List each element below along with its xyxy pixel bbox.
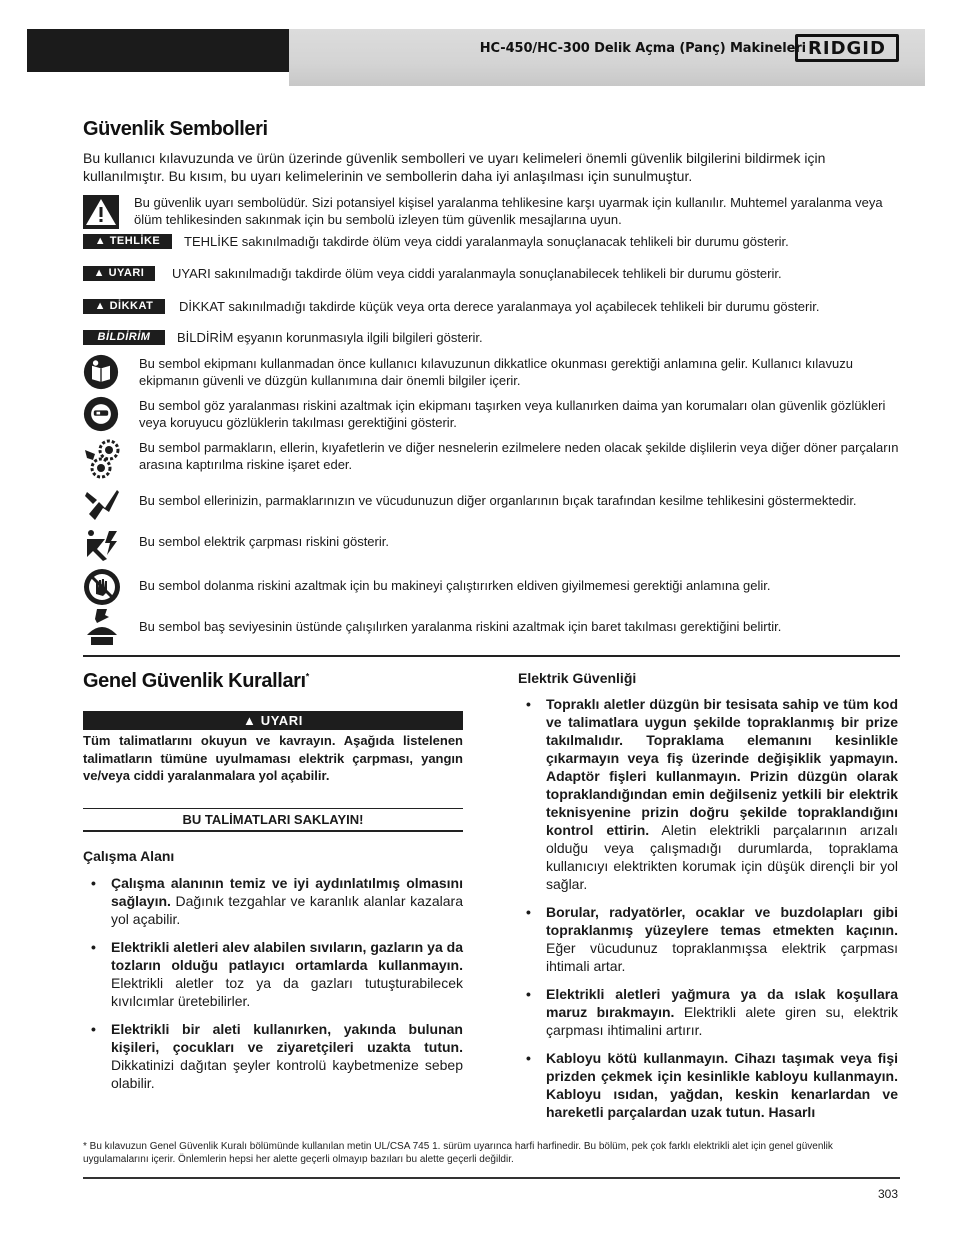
signal-word-row	[83, 329, 900, 346]
danger-badge: ▲ TEHLİKE	[83, 234, 172, 249]
notice-badge	[83, 330, 165, 345]
eye-protection-text: Bu sembol göz yaralanması riskini azaltmak için ekipmanı taşırken veya kullanırken daima yan korumaları olan güvenlik gözlükleri veya koruyucu gözlüklerin takılması gerektiğini gösterir.	[139, 398, 886, 430]
caution-label: DİKKAT	[109, 300, 154, 312]
list-item: • Elektrikli bir aleti kullanırken, yakında bulunan kişileri, çocukları ve ziyaretçileri uzakta tutun. Dikkatinizi dağıtan şeyler kontrolü kaybetmenize sebep olabilir.	[91, 1021, 463, 1091]
crush-hazard-gears-icon	[83, 438, 123, 480]
no-gloves-text: Bu sembol dolanma riskini azaltmak için bu makineyi çalıştırırken eldiven giyilmemesi gerektiği anlamına gelir.	[139, 578, 771, 593]
electrical-safety-heading: Elektrik Güvenliği	[518, 670, 637, 686]
icon-row	[83, 396, 900, 436]
warning-bar-label: UYARI	[260, 713, 303, 728]
read-manual-text: Bu sembol ekipmanı kullanmadan önce kullanıcı kılavuzunun dikkatlice okunması gerektiği anlamına gelir. Kullanıcı kılavuzu ekipmanın güvenli ve düzgün kullanımına dair önemli bilgiler içerir.	[139, 356, 853, 388]
list-item: • Çalışma alanının temiz ve iyi aydınlatılmış olmasını sağlayın. Dağınık tezgahlar ve karanlık alanlar kazalara yol açabilir.	[91, 875, 463, 927]
header-title: HC-450/HC-300 Delik Açma (Panç) Makineleri	[479, 41, 806, 56]
save-instructions-label: BU TALİMATLARI SAKLAYIN!	[182, 812, 364, 827]
work-area-heading: Çalışma Alanı	[83, 848, 175, 864]
warning-instructions: Tüm talimatlarını okuyun ve kavrayın. Aşağıda listelenen talimatların tümüne uyulmaması elektrik çarpması, yangın ve/veya ciddi yaralanmalara yol açabilir.	[83, 733, 463, 783]
electric-shock-text: Bu sembol elektrik çarpması riskini gösterir.	[139, 534, 389, 549]
list-item: • Borular, radyatörler, ocaklar ve buzdolapları gibi topraklanmış yüzeylere temas etmekten kaçının. Eğer vücudunuz topraklanmışsa elektrik çarpması ihtimali artar.	[526, 904, 898, 974]
footnote: * Bu kılavuzun Genel Güvenlik Kuralı bölümünde kullanılan metin UL/CSA 745 1. sürüm uyarınca harfi harfinedir. Bu bölüm, pek çok farklı elektrikli alet için genel güvenlik uygulamalarını içerir. Önlemlerin hepsi her alette geçerli olmayıp bazıları bu alette geçerli değildir.	[83, 1141, 833, 1165]
no-gloves-icon	[83, 568, 121, 606]
list-item: • Elektrikli aletleri yağmura ya da ıslak koşullara maruz bırakmayın. Elektrikli alete giren su, elektrik çarpması ihtimalini artırır.	[526, 986, 898, 1038]
signal-word-row	[83, 298, 900, 315]
alert-symbol-text: Bu güvenlik uyarı sembolüdür. Sizi potansiyel kişisel yaralanma tehlikesine karşı uyarmak için kullanılır. Muhtemel yaralanma veya ölüm tehlikesinden sakınmak için bu sembolü izleyen tüm güvenlik mesajlarına uyun.	[134, 195, 883, 227]
work-area-list	[83, 874, 463, 1102]
header-black-bar	[27, 29, 289, 72]
warning-text: UYARI sakınılmadığı takdirde ölüm veya ciddi yaralanmayla sonuçlanabilecek tehlikeli bir durumu gösterir.	[172, 266, 782, 281]
brand-logo: RIDGID	[795, 34, 899, 62]
cut-hazard-text: Bu sembol ellerinizin, parmaklarınızın ve vücudunuzun diğer organlarının bıçak tarafından kesilme tehlikesini göstermektedir.	[139, 493, 857, 508]
save-rule-top	[83, 808, 463, 809]
save-rule-bottom	[83, 830, 463, 832]
page-number: 303	[877, 1187, 898, 1201]
crush-hazard-text: Bu sembol parmakların, ellerin, kıyafetlerin ve diğer nesnelerin ezilmelere neden olacak şekilde dişlilerin veya diğer döner parçaların arasına kaptırılma riskine işaret eder.	[139, 440, 899, 472]
list-item: • Kabloyu kötü kullanmayın. Cihazı taşımak veya fişi prizden çekmek için kesinlikle kabloyu kullanmayın. Kabloyu ısıdan, yağdan, keskin kenarlardan ve hareketli parçalardan uzak tutun. Hasarlı	[526, 1050, 898, 1120]
danger-label: TEHLİKE	[109, 235, 161, 247]
eye-protection-icon	[83, 396, 119, 432]
notice-label: BİLDİRİM	[97, 331, 151, 343]
warning-badge: ▲ UYARI	[83, 266, 155, 281]
notice-text: BİLDİRİM eşyanın korunmasıyla ilgili bilgileri gösterir.	[177, 330, 483, 345]
general-rules-heading-text: Genel Güvenlik Kuralları	[83, 670, 306, 692]
hard-hat-icon	[83, 607, 121, 647]
list-item: • Topraklı aletler düzgün bir tesisata sahip ve tüm kod ve talimatlara uygun şekilde topraklanmış bir prize takılmalıdır. Topraklama elemanını kesinlikle çıkarmayın veya fiş üzerinde değişiklik yapmayın. Adaptör fişleri kullanmayın. Prizin düzgün olarak topraklandığından emin değilseniz yetkili bir elektrik teknisyenine prizin doğru şekilde topraklandığını kontrol ettirin. Aletin elektrikli parçalarının arızalı olduğu veya çalışmadığı durumlarda, topraklama kullanıcıyı elektrikten korumak için düşük dirençli bir yol sağlar.	[526, 696, 898, 892]
caution-badge: ▲ DİKKAT	[83, 299, 165, 314]
safety-symbols-heading: Güvenlik Sembolleri	[83, 118, 268, 140]
icon-row	[83, 438, 900, 482]
alert-triangle-icon	[83, 194, 119, 230]
icon-row	[83, 484, 900, 528]
electrical-safety-list	[518, 695, 898, 1131]
danger-text: TEHLİKE sakınılmadığı takdirde ölüm veya ciddi yaralanmayla sonuçlanacak tehlikeli bir durumu gösterir.	[184, 234, 789, 249]
signal-word-row	[83, 265, 900, 282]
alert-symbol-row	[83, 194, 900, 230]
hard-hat-text: Bu sembol baş seviyesinin üstünde çalışılırken yaralanma riskini azaltmak için baret takılması gerektiğini belirtir.	[139, 619, 782, 634]
warning-label: UYARI	[108, 267, 145, 279]
caution-text: DİKKAT sakınılmadığı takdirde küçük veya orta derece yaralanmaya yol açabilecek tehlikeli bir durumu gösterir.	[179, 299, 820, 314]
general-rules-heading	[83, 670, 309, 693]
cut-hazard-icon	[83, 484, 123, 524]
warning-bar: ▲ UYARI	[83, 711, 463, 730]
list-item: • Elektrikli aletleri alev alabilen sıvıların, gazların ya da tozların olduğu patlayıcı ortamlarda kullanmayın. Elektrikli aletler toz ya da gazları tutuşturabilecek kıvılcımlar üretebilirler.	[91, 939, 463, 1009]
icon-row	[83, 607, 900, 647]
section-divider	[83, 655, 900, 657]
general-rules-heading-mark: *	[305, 671, 309, 682]
icon-row	[83, 354, 900, 394]
electric-shock-icon	[83, 527, 123, 563]
read-manual-icon	[83, 354, 119, 390]
footer-rule	[83, 1177, 900, 1179]
icon-row	[83, 568, 900, 606]
icon-row	[83, 527, 900, 567]
signal-word-row	[83, 233, 900, 250]
safety-symbols-intro: Bu kullanıcı kılavuzunda ve ürün üzerinde güvenlik sembolleri ve uyarı kelimeleri önemli güvenlik bilgilerini bildirmek için kullanılmıştır. Bu kısım, bu uyarı kelimelerinin ve sembollerin daha iyi anlaşılması için sunulmuştur.	[83, 150, 826, 184]
